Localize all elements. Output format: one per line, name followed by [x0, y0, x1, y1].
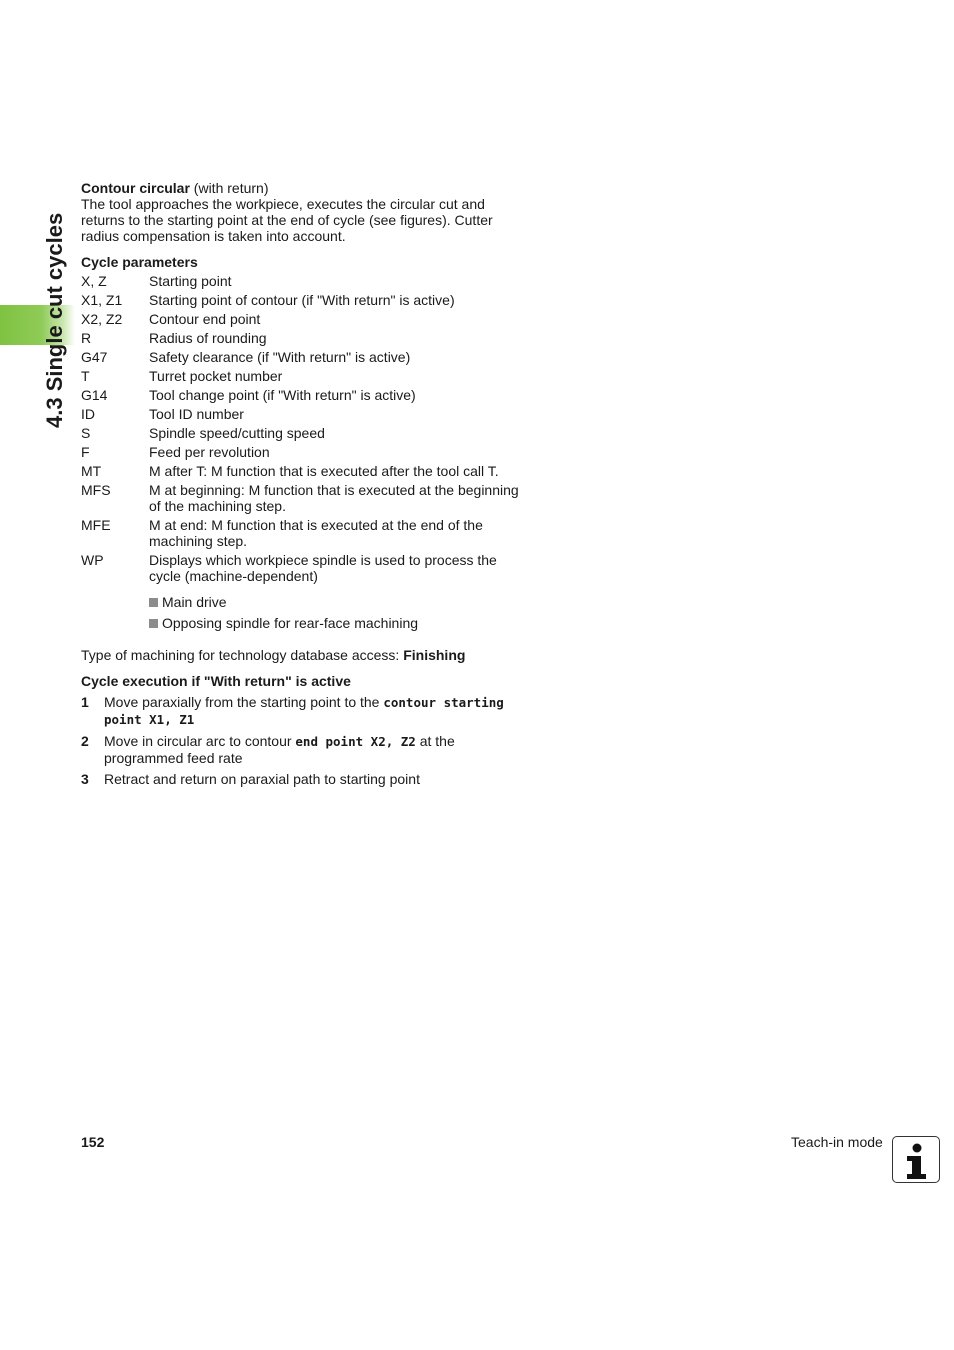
page-number: 152 — [81, 1134, 105, 1150]
param-code: G14 — [81, 387, 108, 403]
param-row — [81, 368, 526, 384]
step-text: Retract and return on paraxial path to starting point — [104, 771, 420, 787]
technology-line: Type of machining for technology database access: Finishing — [81, 647, 466, 663]
param-desc: Safety clearance (if "With return" is active) — [149, 349, 411, 365]
param-desc: Contour end point — [149, 311, 261, 327]
param-row — [81, 330, 526, 346]
param-code: X2, Z2 — [81, 311, 123, 327]
footer-mode: Teach-in mode — [791, 1134, 883, 1150]
param-code: MFS — [81, 482, 111, 498]
step-code: contour starting point X1, Z1 — [104, 695, 504, 727]
wp-options — [149, 594, 526, 631]
params-heading: Cycle parameters — [81, 254, 198, 270]
step-text: Move paraxially from the starting point to the contour starting point X1, Z1 — [104, 694, 504, 727]
param-code: ID — [81, 406, 95, 422]
param-code: S — [81, 425, 91, 441]
param-row — [81, 406, 526, 422]
param-row — [81, 444, 526, 460]
execution-heading: Cycle execution if "With return" is active — [81, 673, 351, 689]
param-row — [81, 273, 526, 289]
param-code: X1, Z1 — [81, 292, 123, 308]
execution-step — [81, 694, 526, 728]
bullet-square-icon — [149, 619, 158, 628]
param-code: T — [81, 368, 90, 384]
param-desc: Tool change point (if "With return" is active) — [149, 387, 416, 403]
param-row — [81, 387, 526, 403]
bullet-square-icon — [149, 598, 158, 607]
step-number: 2 — [81, 733, 89, 749]
param-desc: Radius of rounding — [149, 330, 267, 346]
param-code: G47 — [81, 349, 108, 365]
param-code: MFE — [81, 517, 111, 533]
param-row — [81, 552, 526, 584]
param-row — [81, 463, 526, 479]
param-desc: Turret pocket number — [149, 368, 283, 384]
step-text: Move in circular arc to contour end point X2, Z2 at the programmed feed rate — [104, 733, 455, 766]
step-number: 1 — [81, 694, 89, 710]
info-icon — [892, 1136, 940, 1183]
execution-step — [81, 771, 526, 788]
wp-option-item: Main drive — [149, 594, 526, 610]
param-desc: M after T: M function that is executed after the tool call T. — [149, 463, 499, 479]
param-code: F — [81, 444, 90, 460]
param-desc: M at end: M function that is executed at the end of the machining step. — [149, 517, 483, 549]
param-code: WP — [81, 552, 104, 568]
param-code: R — [81, 330, 92, 346]
wp-option-item: Opposing spindle for rear-face machining — [149, 615, 526, 631]
param-code: X, Z — [81, 273, 107, 289]
param-desc: Starting point of contour (if "With return" is active) — [149, 292, 455, 308]
chapter-title: 4.3 Single cut cycles — [42, 212, 67, 428]
param-list — [81, 273, 526, 584]
param-code: MT — [81, 463, 102, 479]
param-row — [81, 292, 526, 308]
param-desc: M at beginning: M function that is executed at the beginning of the machining step. — [149, 482, 519, 514]
param-row — [81, 482, 526, 514]
param-row — [81, 425, 526, 441]
param-row — [81, 517, 526, 549]
param-row — [81, 311, 526, 327]
section-title: Contour circular (with return) — [81, 180, 269, 196]
param-desc: Displays which workpiece spindle is used to process the cycle (machine-dependent) — [149, 552, 497, 584]
step-number: 3 — [81, 771, 89, 787]
section-intro: The tool approaches the workpiece, executes the circular cut and returns to the starting point at the end of cycle (see figures). Cutter radius compensation is taken into account. — [81, 196, 493, 244]
step-code: end point X2, Z2 — [295, 734, 416, 749]
param-desc: Spindle speed/cutting speed — [149, 425, 325, 441]
execution-step — [81, 733, 526, 766]
execution-steps — [81, 694, 526, 788]
param-desc: Starting point — [149, 273, 232, 289]
param-desc: Feed per revolution — [149, 444, 270, 460]
param-row — [81, 349, 526, 365]
param-desc: Tool ID number — [149, 406, 244, 422]
main-content — [81, 180, 526, 788]
